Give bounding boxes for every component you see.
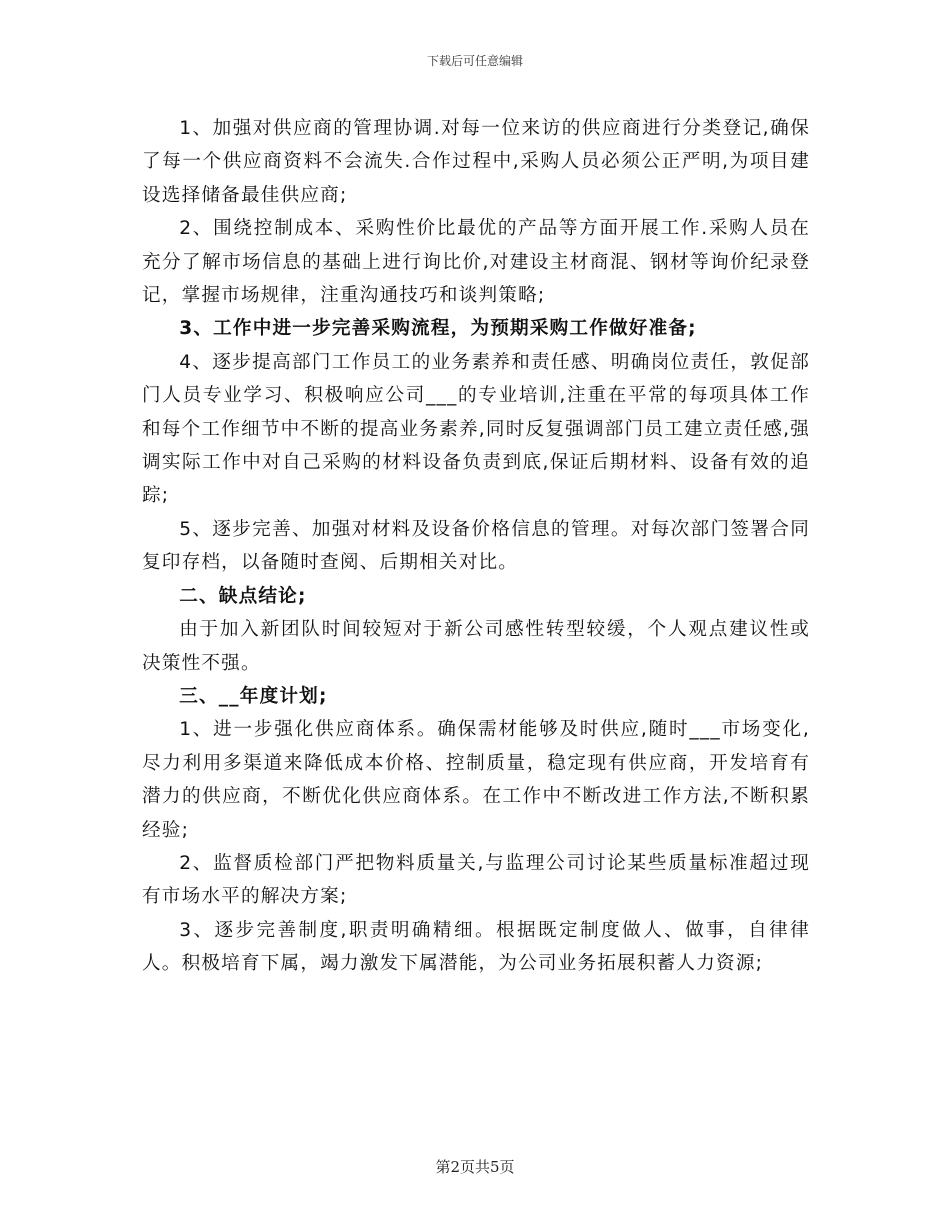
page-header: 下载后可任意编辑 xyxy=(426,54,523,68)
page-footer: 第2页共5页 xyxy=(435,1158,515,1176)
body-paragraph: 5、逐步完善、加强对材料及设备价格信息的管理。对每次部门签署合同复印存档，以备随时查阅、后期相关对比。 xyxy=(142,518,810,574)
body-paragraph: 2、围绕控制成本、采购性价比最优的产品等方面开展工作.采购人员在充分了解市场信息的基础上进行询比价,对建设主材商混、钢材等询价纪录登记，掌握市场规律，注重沟通技巧和谈判策略; xyxy=(142,218,810,307)
body-paragraph: 1、加强对供应商的管理协调.对每一位来访的供应商进行分类登记,确保了每一个供应商资料不会流失.合作过程中,采购人员必须公正严明,为项目建设选择储备最佳供应商; xyxy=(142,118,810,206)
section-heading: 三、__年度计划; xyxy=(179,685,328,707)
section-heading: 二、缺点结论; xyxy=(179,585,307,607)
document-body xyxy=(142,112,810,981)
body-paragraph: 1、进一步强化供应商体系。确保需材能够及时供应,随时___市场变化,尽力利用多渠道来降低成本价格、控制质量，稳定现有供应商，开发培育有潜力的供应商，不断优化供应商体系。在工作中不断改进工作方法,不断积累经验; xyxy=(142,719,810,841)
body-paragraph: 由于加入新团队时间较短对于新公司感性转型较缓，个人观点建议性或决策性不强。 xyxy=(142,619,810,674)
body-paragraph: 2、监督质检部门严把物料质量关,与监理公司讨论某些质量标准超过现有市场水平的解决方案; xyxy=(142,852,810,908)
section-heading: 3、工作中进一步完善采购流程，为预期采购工作做好准备; xyxy=(179,318,697,340)
body-paragraph: 4、逐步提高部门工作员工的业务素养和责任感、明确岗位责任，敦促部门人员专业学习、积极响应公司___的专业培训,注重在平常的每项具体工作和每个工作细节中不断的提高业务素养,同时反复强调部门员工建立责任感,强调实际工作中对自己采购的材料设备负责到底,保证后期材料、设备有效的追踪; xyxy=(142,351,810,507)
body-paragraph: 3、逐步完善制度,职责明确精细。根据既定制度做人、做事，自律律人。积极培育下属，竭力激发下属潜能，为公司业务拓展积蓄人力资源; xyxy=(142,919,810,975)
